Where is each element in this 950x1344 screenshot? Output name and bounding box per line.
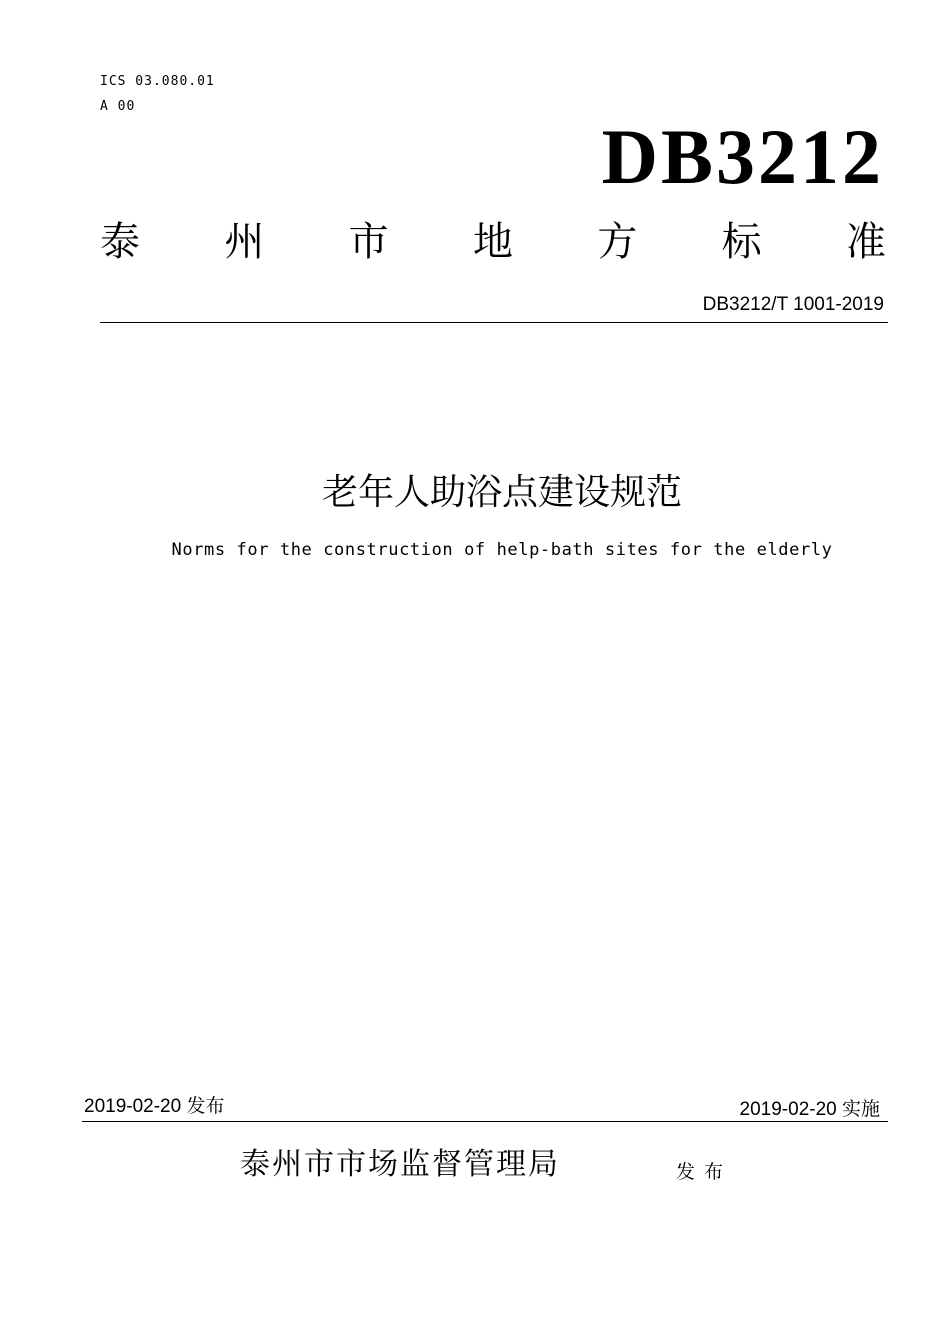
issuing-authority: 泰州市市场监督管理局 [240, 1147, 560, 1182]
issue-date: 2019-02-20 发布 [84, 1096, 225, 1117]
standard-kind-char: 准 [845, 219, 886, 265]
ccs-code: A 00 [100, 99, 136, 114]
issuing-label: 发布 [676, 1161, 733, 1183]
standard-kind-heading [100, 219, 886, 265]
standard-kind-char: 州 [224, 219, 265, 265]
standard-kind-char: 泰 [100, 219, 140, 265]
bottom-divider [82, 1121, 888, 1122]
implementation-date: 2019-02-20 实施 [739, 1099, 880, 1120]
standard-kind-char: 市 [348, 219, 389, 265]
standard-kind-char: 方 [597, 219, 638, 265]
standard-kind-char: 地 [472, 219, 513, 265]
top-divider [100, 322, 888, 323]
standard-prefix-code: DB3212 [601, 113, 884, 200]
ics-code: ICS 03.080.01 [100, 74, 215, 89]
document-title-english: Norms for the construction of help-bath sites for the elderly [171, 540, 833, 560]
standard-number: DB3212/T 1001-2019 [702, 294, 884, 315]
standard-kind-char: 标 [721, 219, 762, 265]
document-title-chinese: 老年人助浴点建设规范 [321, 472, 682, 513]
